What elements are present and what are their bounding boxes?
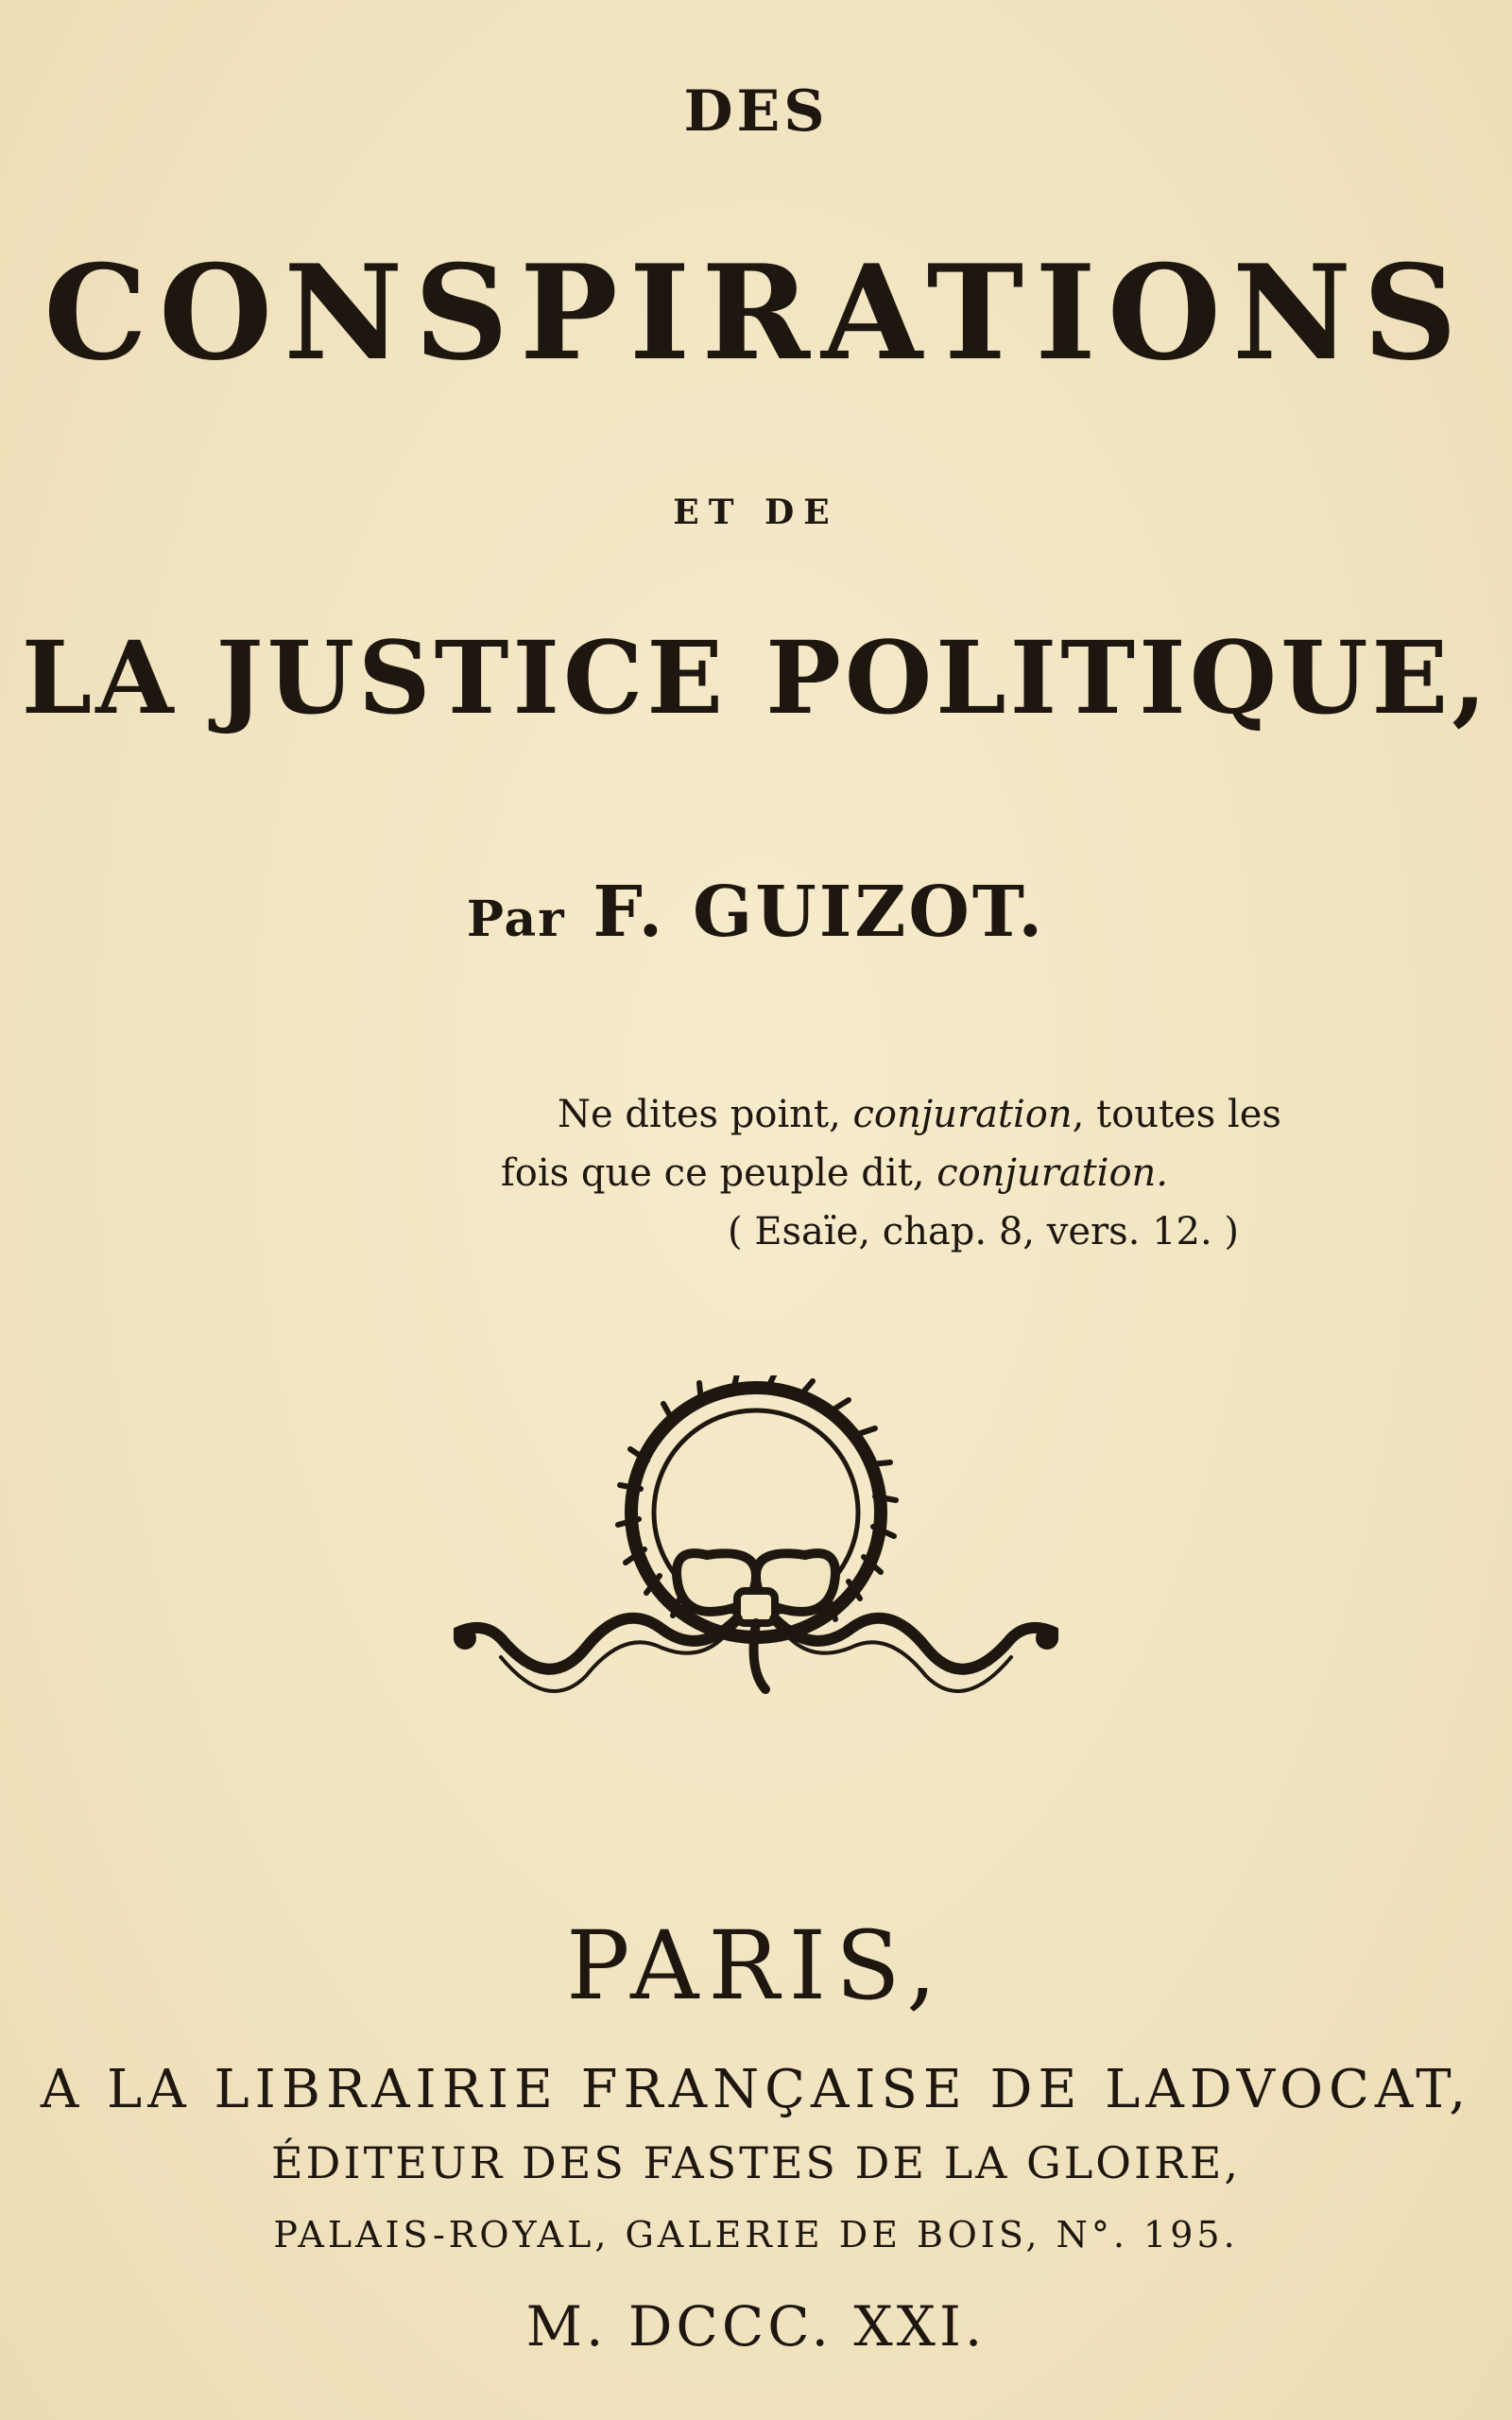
author-line <box>0 872 1512 953</box>
epigraph <box>501 1085 1380 1261</box>
epigraph-italic-1: conjuration <box>852 1093 1073 1136</box>
epigraph-citation: ( Esaïe, chap. 8, vers. 12. ) <box>728 1210 1239 1253</box>
epigraph-text-1a: Ne dites point, <box>558 1093 853 1136</box>
imprint-publisher: A LA LIBRAIRIE FRANÇAISE DE LADVOCAT, <box>40 2059 1472 2120</box>
title-des: DES <box>683 78 829 145</box>
imprint-city: PARIS, <box>566 1910 946 2021</box>
epigraph-text-2a: fois que ce peuple dit, <box>501 1151 937 1195</box>
title-et-de: ET DE <box>673 493 839 532</box>
title-justice-politique: LA JUSTICE POLITIQUE, <box>21 618 1491 736</box>
author-name: F. GUIZOT. <box>593 872 1046 953</box>
epigraph-line-2 <box>501 1144 1380 1202</box>
epigraph-text-1c: , toutes les <box>1072 1093 1281 1136</box>
laurel-wreath-with-ribbon-icon <box>454 1375 1058 1754</box>
imprint-address: PALAIS-ROYAL, GALERIE DE BOIS, N°. 195. <box>273 2214 1239 2256</box>
epigraph-italic-2: conjuration. <box>936 1151 1169 1195</box>
imprint-date: M. DCCC. XXI. <box>525 2294 987 2359</box>
imprint-editor: ÉDITEUR DES FASTES DE LA GLOIRE, <box>270 2137 1242 2188</box>
author-par: Par <box>466 890 566 948</box>
title-conspirations: CONSPIRATIONS <box>43 235 1469 389</box>
epigraph-line-1 <box>501 1085 1380 1144</box>
